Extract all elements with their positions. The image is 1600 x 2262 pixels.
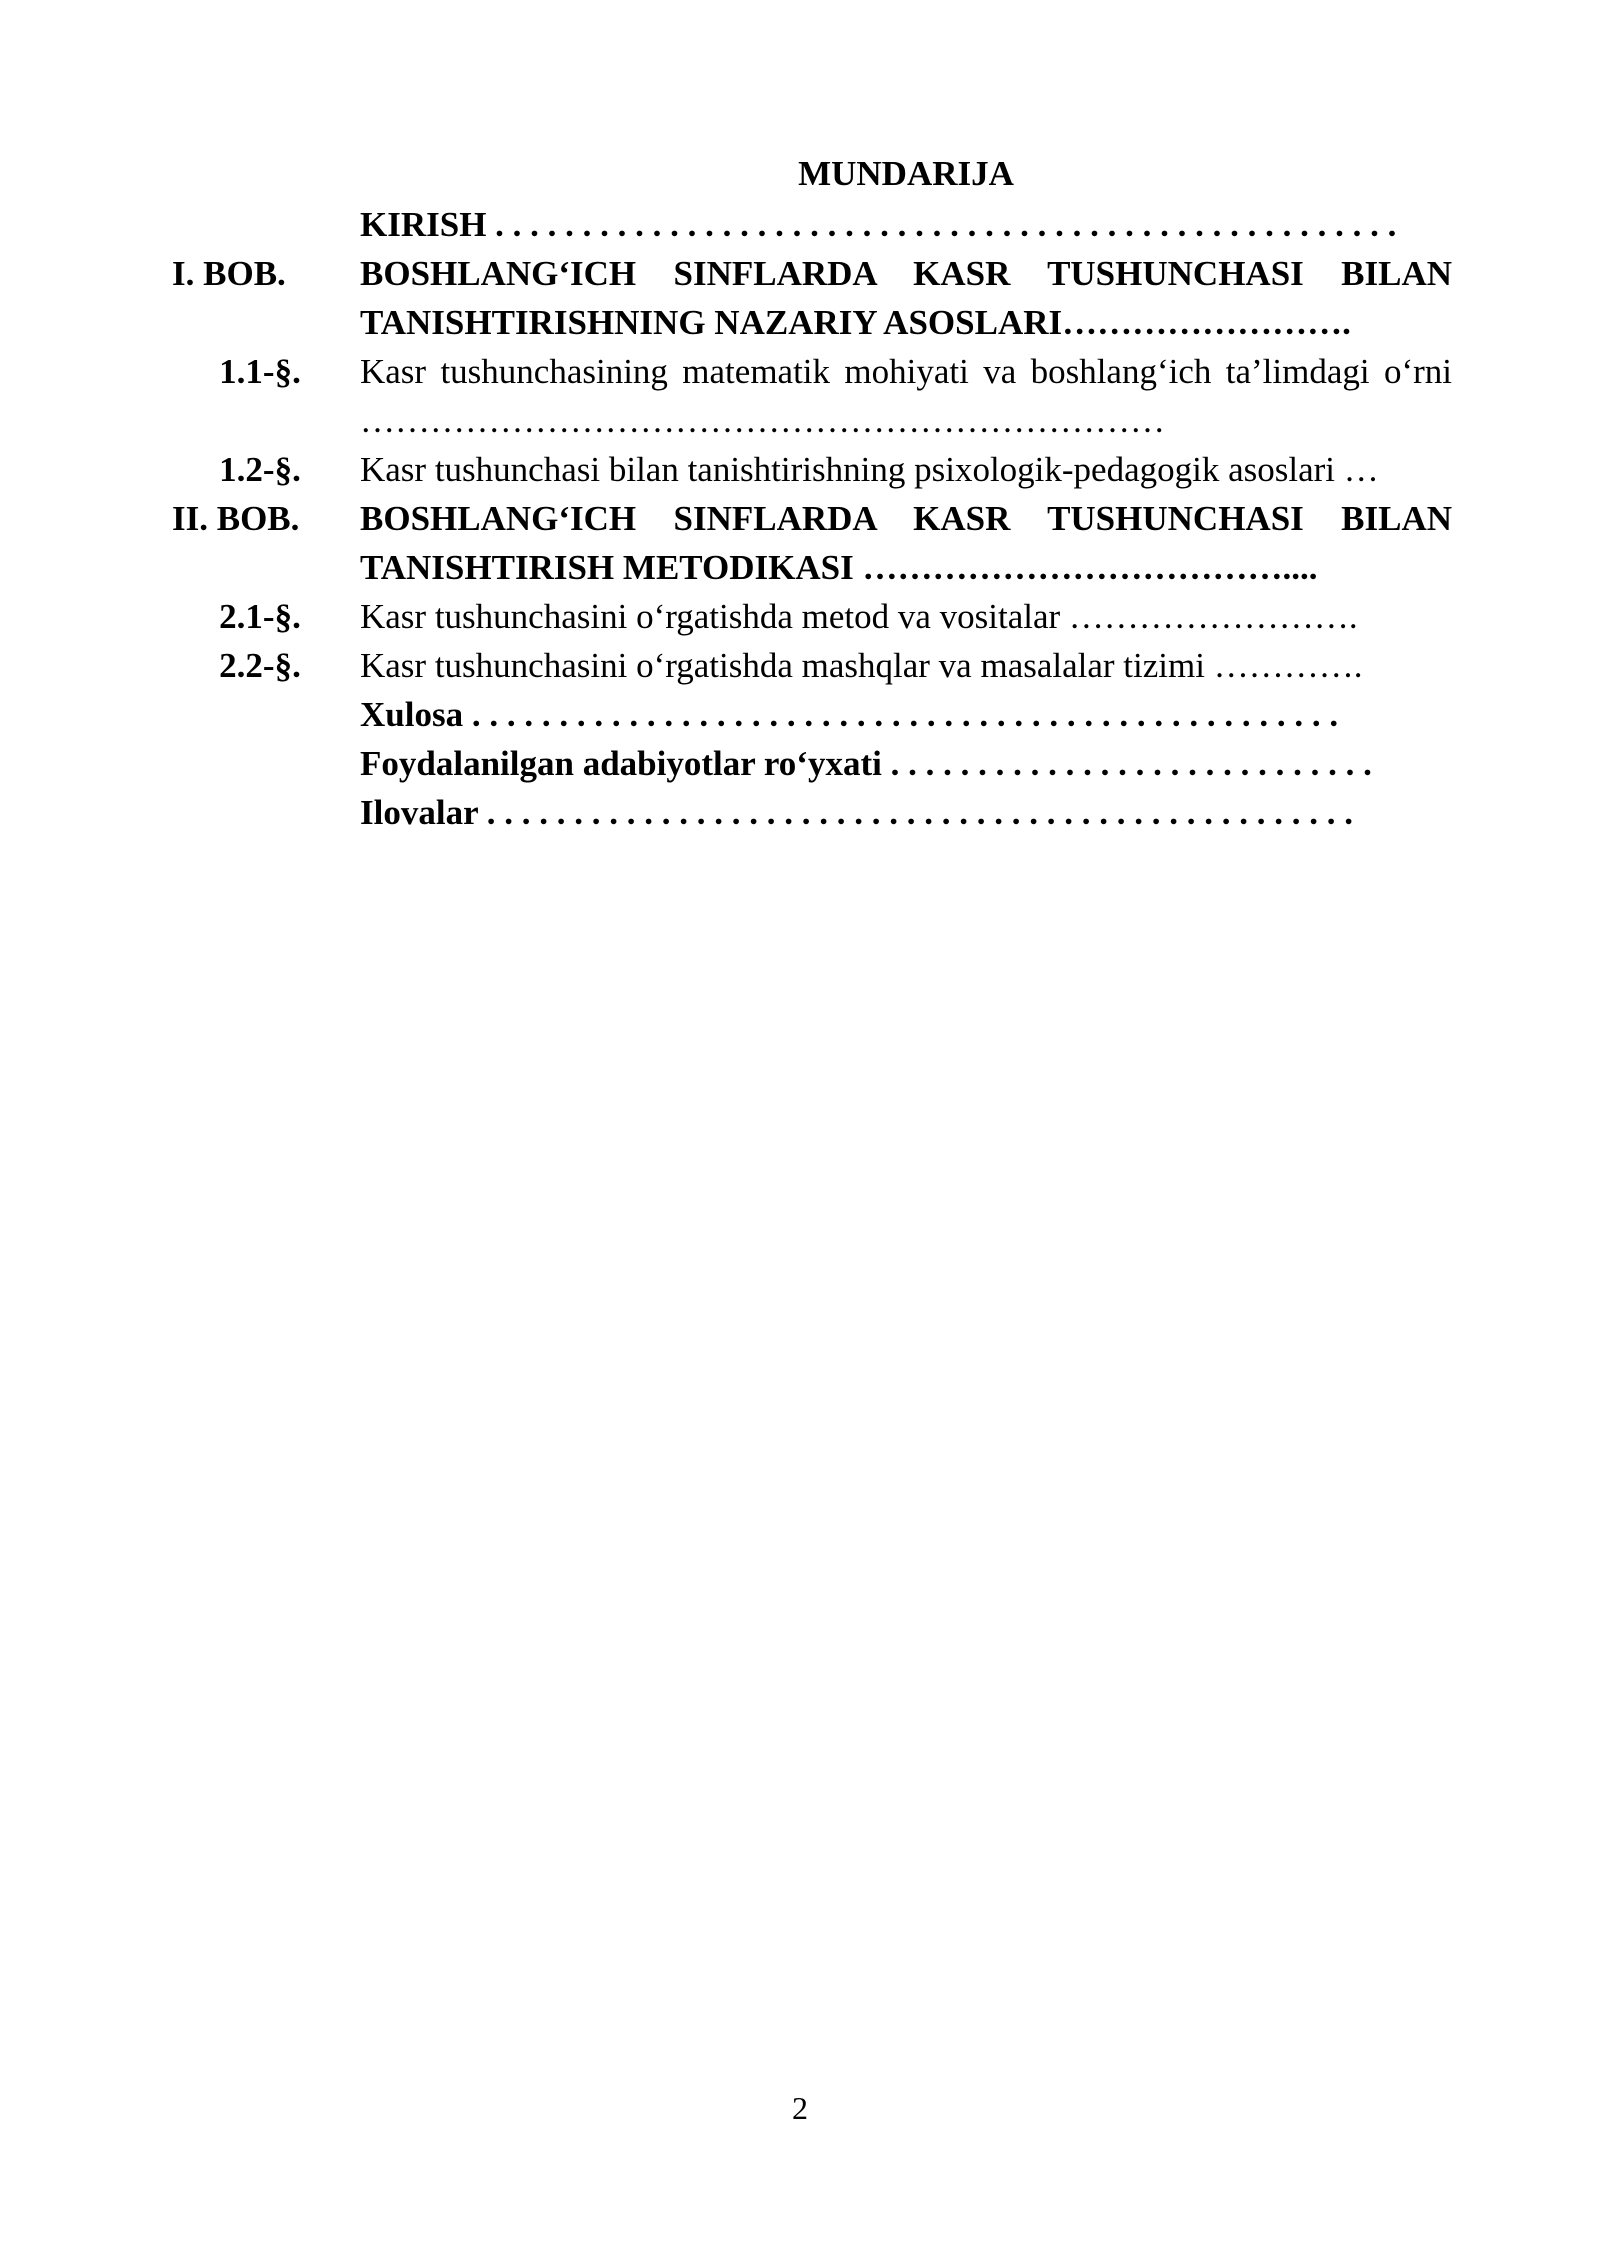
toc-entry-title: Kasr tushunchasi bilan tanishtirishning psixologik-pedagogik asoslari …	[360, 450, 1379, 489]
toc-entry-section-1-2[interactable]	[160, 445, 1452, 494]
toc-entry-number: 1.1-§.	[219, 352, 301, 391]
toc-entry-chapter-2[interactable]	[160, 494, 1452, 592]
toc-entry-number: 1.2-§.	[219, 450, 301, 489]
toc-entry-chapter-1[interactable]	[160, 249, 1452, 347]
toc-entry-appendices[interactable]	[160, 788, 1452, 837]
page-number: 2	[792, 2090, 808, 2126]
toc-entry-title: Kasr tushunchasini o‘rgatishda mashqlar va masalalar tizimi ………….	[360, 646, 1363, 685]
toc-entry-section-2-2[interactable]	[160, 641, 1452, 690]
toc-entry-number: II. BOB.	[172, 499, 300, 538]
toc-entry-title: Kasr tushunchasini o‘rgatishda metod va vositalar …………………….	[360, 597, 1358, 636]
toc-entry-section-1-1[interactable]	[160, 347, 1452, 445]
toc-entry-conclusion[interactable]	[160, 690, 1452, 739]
toc-entry-title: BOSHLANG‘ICH SINFLARDA KASR TUSHUNCHASI BILAN TANISHTIRISH METODIKASI ………………………………....	[360, 499, 1452, 587]
toc-entry-title: Xulosa . . . . . . . . . . . . . . . . . . . . . . . . . . . . . . . . . . . . . . . . . . . . . . . . . .	[360, 695, 1339, 734]
toc-entry-section-2-1[interactable]	[160, 592, 1452, 641]
toc-entry-number: I. BOB.	[172, 254, 286, 293]
toc-heading: MUNDARIJA	[798, 154, 1014, 193]
toc-entry-number: 2.1-§.	[219, 597, 301, 636]
toc-entry-title: Foydalanilgan adabiyotlar ro‘yxati . . . . . . . . . . . . . . . . . . . . . . . . . . . .	[360, 744, 1372, 783]
table-of-contents	[160, 200, 1452, 837]
toc-entry-introduction[interactable]	[160, 200, 1452, 249]
toc-entry-title: Kasr tushunchasining matematik mohiyati va boshlang‘ich ta’limdagi o‘rni ……………………………………………………………	[360, 352, 1452, 440]
toc-entry-title: BOSHLANG‘ICH SINFLARDA KASR TUSHUNCHASI BILAN TANISHTIRISHNING NAZARIY ASOSLARI…………………….	[360, 254, 1452, 342]
toc-entry-references[interactable]	[160, 739, 1452, 788]
toc-entry-title: Ilovalar . . . . . . . . . . . . . . . . . . . . . . . . . . . . . . . . . . . . . . . . . . . . . . . . . .	[360, 793, 1353, 832]
toc-entry-number: 2.2-§.	[219, 646, 301, 685]
toc-entry-title: KIRISH . . . . . . . . . . . . . . . . . . . . . . . . . . . . . . . . . . . . . . . . . . . . . . . . . . . .	[360, 205, 1397, 244]
